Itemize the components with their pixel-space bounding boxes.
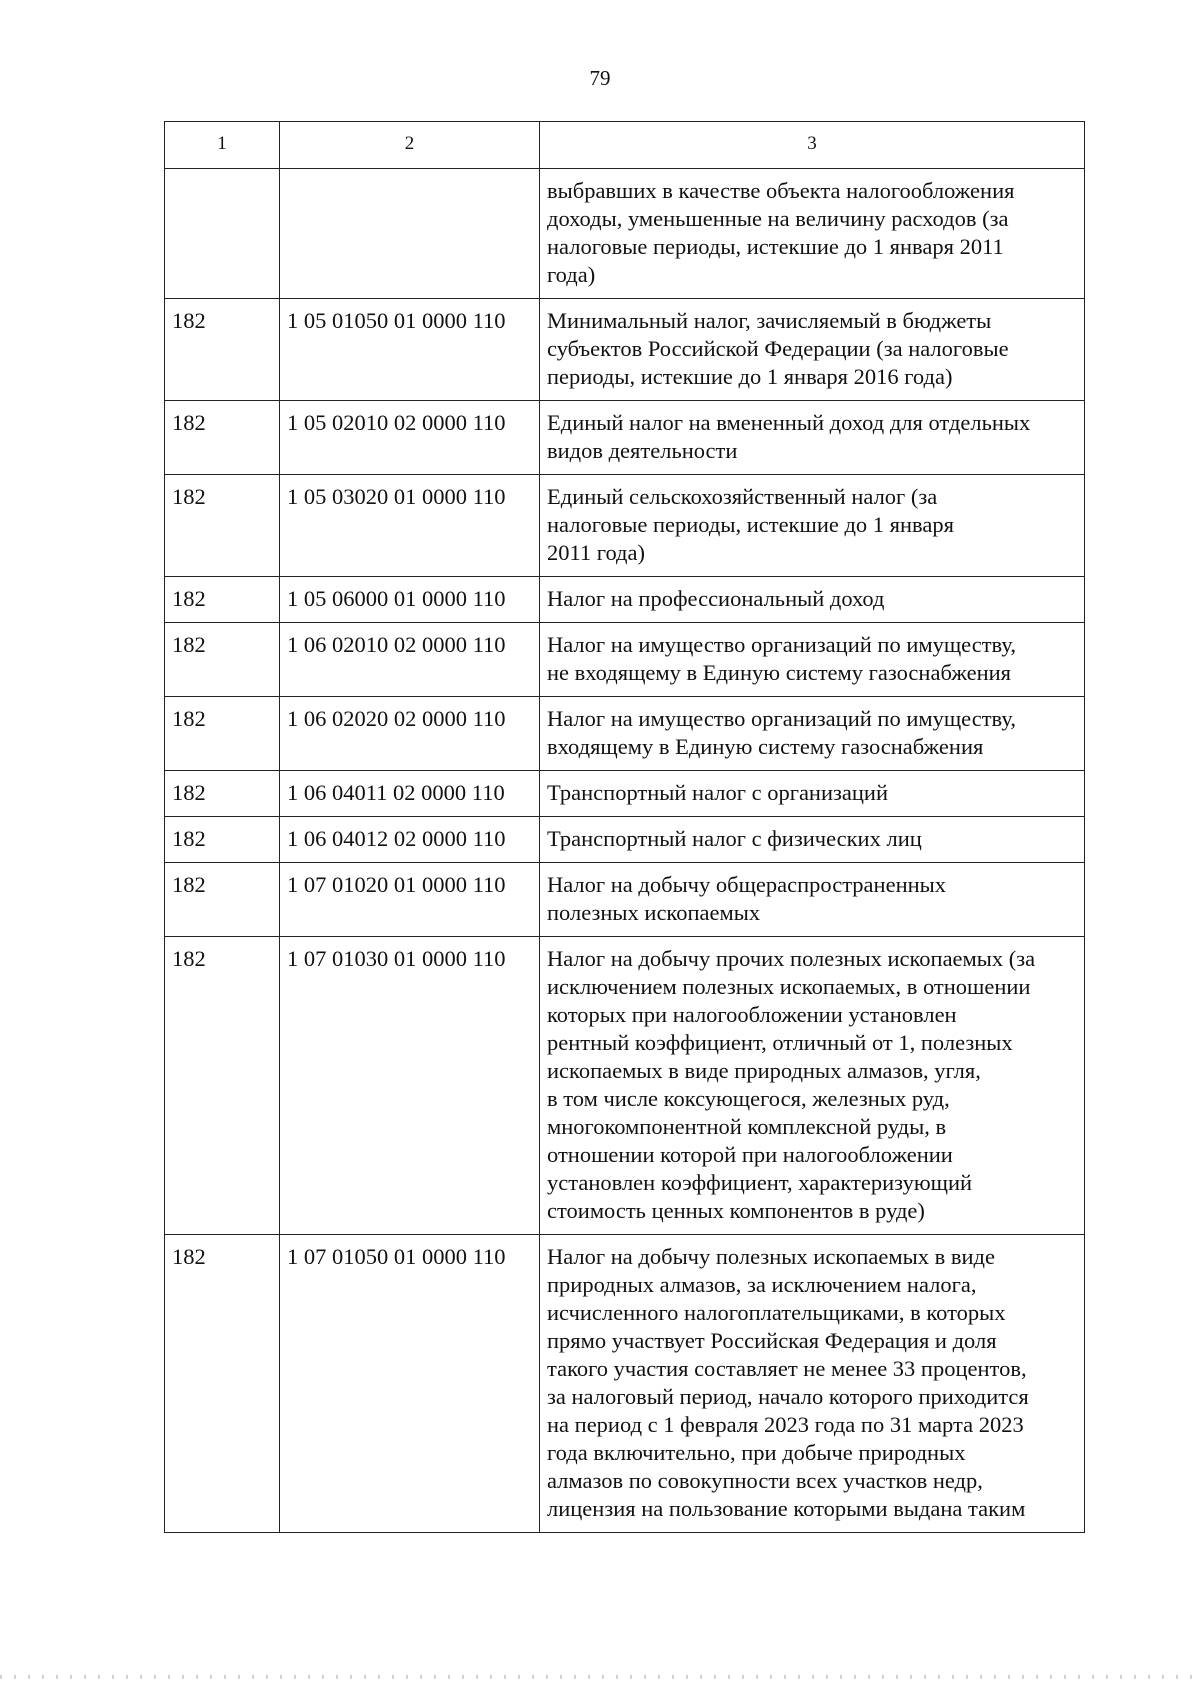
table-row xyxy=(165,697,1085,771)
revenue-name-cell: Единый налог на вмененный доход для отдельных видов деятельности xyxy=(540,401,1085,475)
admin-code-cell: 182 xyxy=(165,475,280,577)
revenue-name-cell: Налог на профессиональный доход xyxy=(540,577,1085,623)
revenue-code-cell: 1 06 04012 02 0000 110 xyxy=(280,817,540,863)
table-row xyxy=(165,817,1085,863)
table-row xyxy=(165,771,1085,817)
admin-code-cell: 182 xyxy=(165,937,280,1235)
revenue-code-cell: 1 06 02010 02 0000 110 xyxy=(280,623,540,697)
admin-code-cell: 182 xyxy=(165,577,280,623)
revenue-code-cell: 1 07 01020 01 0000 110 xyxy=(280,863,540,937)
table-row xyxy=(165,937,1085,1235)
revenue-code-cell: 1 05 03020 01 0000 110 xyxy=(280,475,540,577)
admin-code-cell: 182 xyxy=(165,771,280,817)
table-row xyxy=(165,401,1085,475)
page-number: 79 xyxy=(589,66,611,90)
revenue-code-cell: 1 05 01050 01 0000 110 xyxy=(280,299,540,401)
table-row xyxy=(165,475,1085,577)
header-row xyxy=(165,122,1085,169)
column-header-2: 2 xyxy=(280,122,540,169)
table-row xyxy=(165,577,1085,623)
scan-edge-artifact xyxy=(0,1675,1200,1679)
column-header-1: 1 xyxy=(165,122,280,169)
admin-code-cell: 182 xyxy=(165,623,280,697)
column-header-3: 3 xyxy=(540,122,1085,169)
revenue-name-cell: Налог на имущество организаций по имуществу, входящему в Единую систему газоснабжения xyxy=(540,697,1085,771)
revenue-code-cell: 1 05 06000 01 0000 110 xyxy=(280,577,540,623)
admin-code-cell: 182 xyxy=(165,401,280,475)
revenue-name-cell: Единый сельскохозяйственный налог (за налоговые периоды, истекшие до 1 января 2011 года) xyxy=(540,475,1085,577)
table-row xyxy=(165,169,1085,299)
table-row xyxy=(165,1235,1085,1533)
table-row xyxy=(165,863,1085,937)
revenue-name-cell: Налог на имущество организаций по имуществу, не входящему в Единую систему газоснабжения xyxy=(540,623,1085,697)
revenue-name-cell: Транспортный налог с физических лиц xyxy=(540,817,1085,863)
admin-code-cell: 182 xyxy=(165,863,280,937)
admin-code-cell: 182 xyxy=(165,817,280,863)
table-row xyxy=(165,299,1085,401)
revenue-name-cell: Транспортный налог с организаций xyxy=(540,771,1085,817)
revenue-name-cell: выбравших в качестве объекта налогообложения доходы, уменьшенные на величину расходов (за налоговые периоды, истекшие до 1 января 2011 года) xyxy=(540,169,1085,299)
revenue-code-cell: 1 07 01030 01 0000 110 xyxy=(280,937,540,1235)
revenue-name-cell: Налог на добычу прочих полезных ископаемых (за исключением полезных ископаемых, в отношении которых при налогообложении установлен рентный коэффициент, отличный от 1, полезных ископаемых в виде природных алмазов, угля, в том числе коксующегося, железных руд, многокомпонентной комплексной руды, в отношении которой при налогообложении установлен коэффициент, характеризующий стоимость ценных компонентов в руде) xyxy=(540,937,1085,1235)
revenue-code-cell: 1 06 02020 02 0000 110 xyxy=(280,697,540,771)
admin-code-cell: 182 xyxy=(165,697,280,771)
revenue-code-cell: 1 05 02010 02 0000 110 xyxy=(280,401,540,475)
revenue-name-cell: Минимальный налог, зачисляемый в бюджеты субъектов Российской Федерации (за налоговые периоды, истекшие до 1 января 2016 года) xyxy=(540,299,1085,401)
revenue-name-cell: Налог на добычу общераспространенных полезных ископаемых xyxy=(540,863,1085,937)
admin-code-cell: 182 xyxy=(165,1235,280,1533)
budget-revenue-table xyxy=(164,121,1085,1533)
admin-code-cell xyxy=(165,169,280,299)
revenue-code-cell xyxy=(280,169,540,299)
admin-code-cell: 182 xyxy=(165,299,280,401)
revenue-code-cell: 1 06 04011 02 0000 110 xyxy=(280,771,540,817)
revenue-code-cell: 1 07 01050 01 0000 110 xyxy=(280,1235,540,1533)
revenue-name-cell: Налог на добычу полезных ископаемых в виде природных алмазов, за исключением налога, исчисленного налогоплательщиками, в которых прямо участвует Российская Федерация и доля такого участия составляет не менее 33 процентов, за налоговый период, начало которого приходится на период с 1 февраля 2023 года по 31 марта 2023 года включительно, при добыче природных алмазов по совокупности всех участков недр, лицензия на пользование которыми выдана таким xyxy=(540,1235,1085,1533)
table-row xyxy=(165,623,1085,697)
